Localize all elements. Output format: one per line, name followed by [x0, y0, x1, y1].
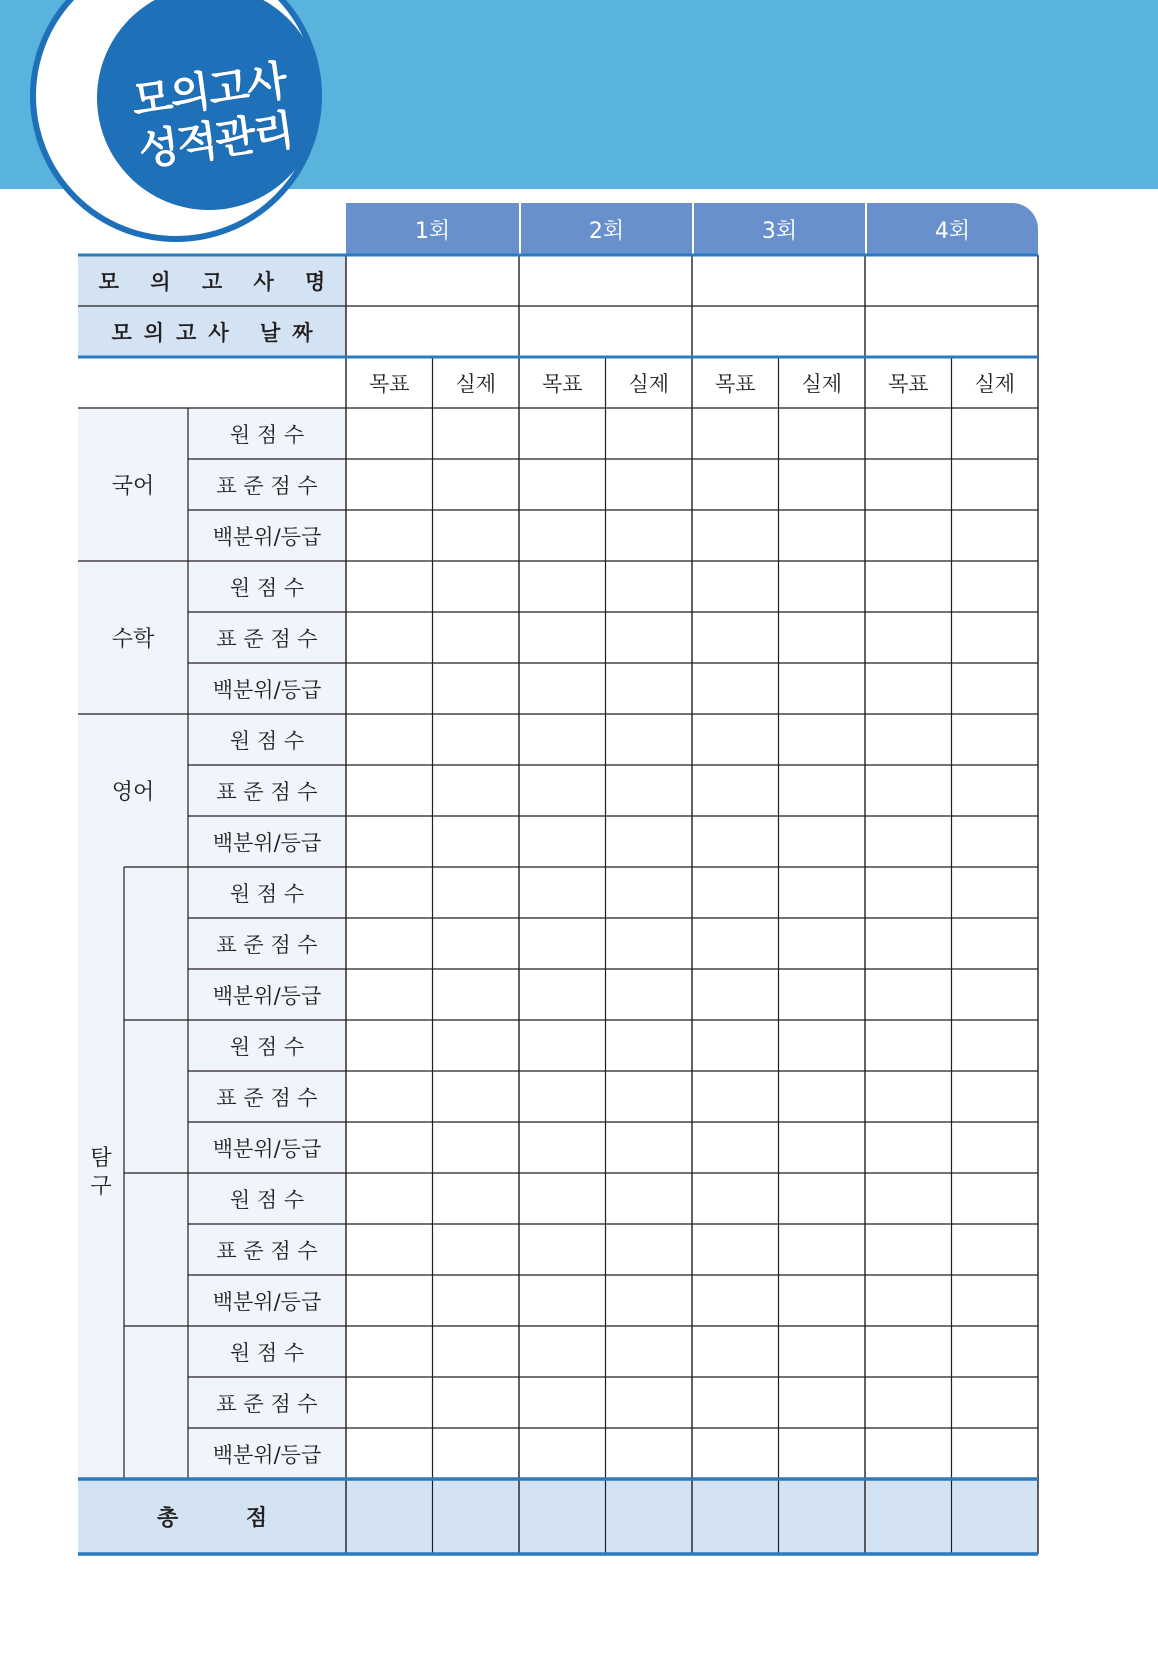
page-title-line1: 모의고사 [128, 55, 289, 126]
metric-label: 백분위/등급 [212, 1289, 322, 1314]
exam-name-label: 모 의 고 사 명 [98, 269, 338, 294]
metric-label: 원 점 수 [229, 1187, 305, 1212]
exploration-label-char: 구 [90, 1174, 112, 1199]
sub-col-actual-1: 실제 [455, 371, 497, 396]
metric-label: 원 점 수 [229, 422, 305, 447]
metric-label: 표 준 점 수 [216, 1085, 318, 1110]
metric-label: 백분위/등급 [212, 1442, 322, 1467]
round-tab-4: 4회 [867, 203, 1038, 255]
metric-label: 표 준 점 수 [216, 1238, 318, 1263]
sub-col-target-3: 목표 [714, 371, 756, 396]
metric-label: 표 준 점 수 [216, 779, 318, 804]
metric-label: 원 점 수 [229, 728, 305, 753]
sub-col-target-2: 목표 [541, 371, 583, 396]
sub-col-target-1: 목표 [368, 371, 410, 396]
exam-date-label: 모의고사 날짜 [111, 320, 325, 345]
metric-label: 백분위/등급 [212, 830, 322, 855]
sub-col-target-4: 목표 [887, 371, 929, 396]
metric-label: 표 준 점 수 [216, 1391, 318, 1416]
metric-label: 원 점 수 [229, 881, 305, 906]
page-title-line2: 성적관리 [135, 105, 296, 176]
sub-col-actual-4: 실제 [974, 371, 1016, 396]
metric-label: 원 점 수 [229, 575, 305, 600]
subject-label-2: 영어 [111, 780, 155, 805]
total-label: 총 점 [156, 1506, 298, 1531]
metric-label: 원 점 수 [229, 1034, 305, 1059]
metric-label: 표 준 점 수 [216, 932, 318, 957]
metric-label: 원 점 수 [229, 1340, 305, 1365]
subject-label-0: 국어 [111, 474, 155, 499]
sub-col-actual-3: 실제 [801, 371, 843, 396]
metric-label: 백분위/등급 [212, 677, 322, 702]
metric-label: 백분위/등급 [212, 524, 322, 549]
metric-label: 백분위/등급 [212, 983, 322, 1008]
metric-label: 표 준 점 수 [216, 626, 318, 651]
sub-col-actual-2: 실제 [628, 371, 670, 396]
subject-label-1: 수학 [111, 627, 155, 652]
exploration-label [78, 867, 124, 1479]
round-tab-2: 2회 [521, 203, 692, 255]
metric-label: 백분위/등급 [212, 1136, 322, 1161]
exploration-label-char: 탐 [90, 1146, 112, 1171]
metric-label: 표 준 점 수 [216, 473, 318, 498]
round-tab-1: 1회 [346, 203, 519, 255]
round-tab-3: 3회 [694, 203, 865, 255]
